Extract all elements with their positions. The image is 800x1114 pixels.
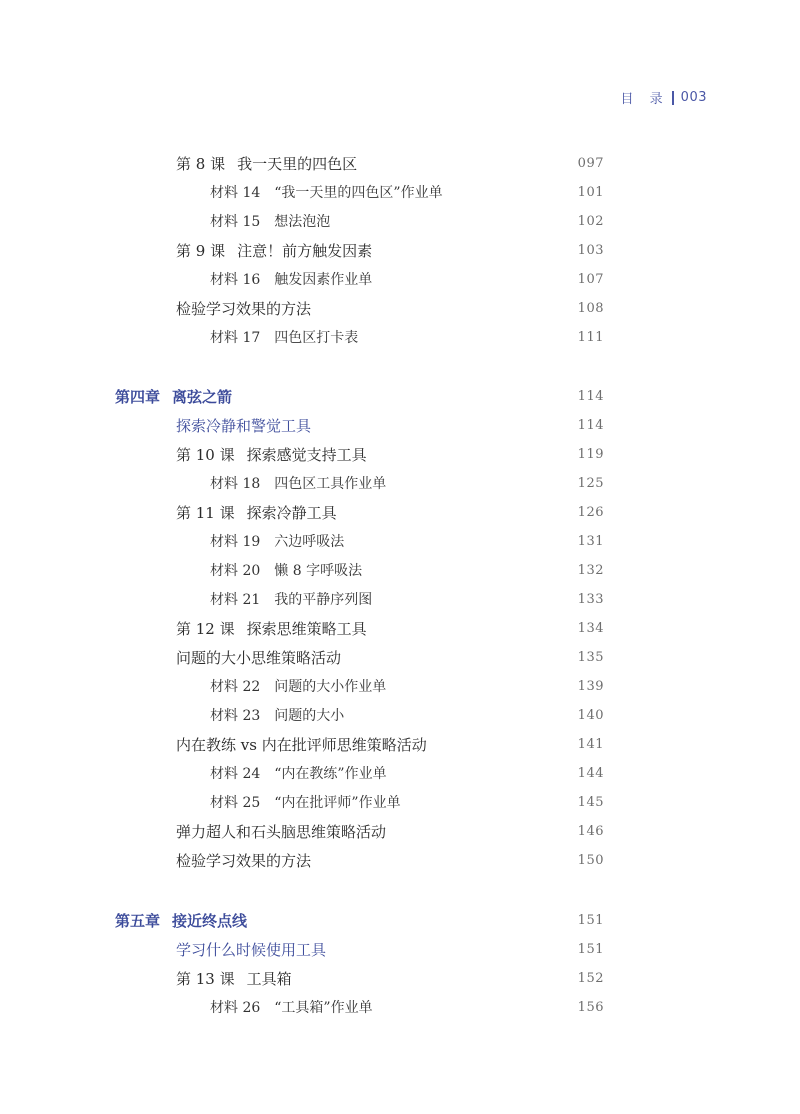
toc-entry-chapter (0, 384, 800, 410)
toc-entry-label (210, 325, 358, 351)
header-title: 目 录 (620, 92, 669, 107)
header-divider (672, 91, 674, 105)
toc-entry-label (176, 238, 372, 264)
toc-entry-page: 125 (577, 476, 604, 491)
toc-entry-page: 108 (577, 301, 604, 316)
toc-entry-number: 材料 20 (210, 563, 261, 579)
toc-entry-page: 111 (577, 330, 604, 345)
toc-entry-label (210, 761, 387, 787)
toc-entry-label (210, 790, 401, 816)
running-header (621, 88, 707, 107)
toc-entry-number: 第 10 课 (176, 446, 235, 464)
toc-entry-lesson (0, 966, 800, 992)
toc-entry-material (0, 471, 800, 497)
toc-entry-number: 第 11 课 (176, 504, 235, 522)
toc-entry-label (210, 267, 372, 293)
toc-entry-title: 我的平静序列图 (274, 592, 373, 608)
toc-entry-title: “我一天里的四色区”作业单 (274, 185, 443, 201)
toc-entry-page: 103 (577, 243, 604, 258)
toc-entry-title: 四色区打卡表 (274, 330, 359, 346)
toc-entry-label (176, 151, 357, 177)
toc-entry-number: 第 9 课 (176, 242, 226, 260)
toc-entry-page: 133 (577, 592, 604, 607)
toc-entry-label (210, 529, 344, 555)
toc-entry-number: 材料 24 (210, 766, 261, 782)
toc-entry-lesson (0, 616, 800, 642)
toc-entry-label (176, 937, 326, 963)
toc-entry-page: 135 (577, 650, 604, 665)
toc-entry-lesson (0, 238, 800, 264)
toc-entry-title: 问题的大小 (274, 708, 345, 724)
toc-entry-number: 第 8 课 (176, 155, 226, 173)
toc-entry-title: 四色区工具作业单 (274, 476, 387, 492)
toc-entry-number: 材料 23 (210, 708, 261, 724)
toc-entry-page: 156 (577, 1000, 604, 1015)
toc-entry-label (210, 995, 373, 1021)
toc-entry-number: 材料 25 (210, 795, 261, 811)
toc-entry-label (115, 908, 247, 934)
toc-entry-number: 第 12 课 (176, 620, 235, 638)
toc-entry-title: 探索冷静和警觉工具 (176, 417, 312, 435)
toc-entry-lesson (0, 151, 800, 177)
toc-entry-label (210, 180, 443, 206)
toc-entry-number: 材料 14 (210, 185, 261, 201)
page-number: 003 (680, 90, 707, 105)
toc-entry-number: 材料 16 (210, 272, 261, 288)
toc-entry-page: 132 (577, 563, 604, 578)
toc-entry-title: 六边呼吸法 (274, 534, 345, 550)
toc-entry-material (0, 674, 800, 700)
toc-entry-material (0, 558, 800, 584)
toc-entry-label (176, 442, 367, 468)
toc-entry-label (176, 819, 386, 845)
toc-entry-label (176, 413, 311, 439)
toc-entry-page: 152 (577, 971, 604, 986)
toc-entry-page: 102 (577, 214, 604, 229)
toc-entry-lesson (0, 500, 800, 526)
toc-entry-number: 第四章 (115, 388, 161, 406)
toc-entry-label (210, 587, 372, 613)
toc-entry-number: 第 13 课 (176, 970, 235, 988)
toc-entry-material (0, 995, 800, 1021)
toc-entry-label (210, 703, 344, 729)
toc-entry-title: 检验学习效果的方法 (176, 852, 312, 870)
toc-entry-title: “工具箱”作业单 (274, 1000, 373, 1016)
toc-entry-page: 134 (577, 621, 604, 636)
toc-entry-label (210, 674, 386, 700)
toc-entry-title: 学习什么时候使用工具 (176, 941, 327, 959)
toc-entry-page: 107 (577, 272, 604, 287)
toc-entry-title: 工具箱 (246, 970, 292, 988)
toc-entry-title: 离弦之箭 (172, 388, 233, 406)
toc-entry-page: 126 (577, 505, 604, 520)
toc-entry-section (0, 413, 800, 439)
toc-entry-title: 触发因素作业单 (274, 272, 373, 288)
toc-entry-material (0, 325, 800, 351)
toc-entry-page: 141 (577, 737, 604, 752)
toc-entry-page: 119 (577, 447, 604, 462)
toc-entry-label (210, 209, 330, 235)
toc-entry-material (0, 180, 800, 206)
toc-entry-page: 114 (577, 418, 604, 433)
toc-entry-title: 探索冷静工具 (246, 504, 337, 522)
toc-entry-label (210, 558, 362, 584)
toc-entry-page: 114 (577, 389, 604, 404)
toc-entry-title: 问题的大小思维策略活动 (176, 649, 342, 667)
toc-entry-title: 内在教练 vs 内在批评师思维策略活动 (176, 736, 427, 754)
toc-entry-label (176, 645, 341, 671)
toc-entry-page: 151 (577, 942, 604, 957)
toc-entry-title: 弹力超人和石头脑思维策略活动 (176, 823, 387, 841)
toc-entry-number: 材料 19 (210, 534, 261, 550)
toc-entry-material (0, 267, 800, 293)
toc-entry-number: 材料 15 (210, 214, 261, 230)
toc-entry-title: “内在批评师”作业单 (274, 795, 401, 811)
toc-entry-page: 097 (577, 156, 604, 171)
toc-entry-page: 150 (577, 853, 604, 868)
toc-entry-number: 材料 26 (210, 1000, 261, 1016)
toc-entry-page: 146 (577, 824, 604, 839)
toc-entry-lesson (0, 645, 800, 671)
toc-entry-lesson (0, 442, 800, 468)
toc-entry-material (0, 587, 800, 613)
toc-entry-page: 131 (577, 534, 604, 549)
toc-entry-page: 101 (577, 185, 604, 200)
toc-entry-number: 材料 17 (210, 330, 261, 346)
toc-entry-lesson (0, 296, 800, 322)
toc-entry-material (0, 529, 800, 555)
toc-entry-title: 我一天里的四色区 (237, 155, 358, 173)
toc-entry-lesson (0, 732, 800, 758)
toc-entry-label (115, 384, 232, 410)
toc-entry-material (0, 761, 800, 787)
toc-entry-label (176, 732, 427, 758)
toc-entry-title: 检验学习效果的方法 (176, 300, 312, 318)
toc-entry-number: 第五章 (115, 912, 161, 930)
toc-entry-label (176, 296, 311, 322)
toc-entry-material (0, 790, 800, 816)
toc-entry-number: 材料 18 (210, 476, 261, 492)
toc-entry-page: 144 (577, 766, 604, 781)
toc-entry-title: 问题的大小作业单 (274, 679, 387, 695)
toc-entry-title: 探索思维策略工具 (246, 620, 367, 638)
toc-entry-material (0, 703, 800, 729)
toc-entry-label (176, 966, 292, 992)
toc-entry-lesson (0, 848, 800, 874)
toc-entry-section (0, 937, 800, 963)
toc-entry-chapter (0, 908, 800, 934)
toc-entry-title: 想法泡泡 (274, 214, 331, 230)
toc-entry-title: 懒 8 字呼吸法 (274, 563, 363, 579)
toc-entry-page: 145 (577, 795, 604, 810)
toc-entry-title: “内在教练”作业单 (274, 766, 387, 782)
toc-entry-page: 139 (577, 679, 604, 694)
toc-entry-label (176, 848, 311, 874)
toc-entry-title: 注意！前方触发因素 (237, 242, 373, 260)
toc-entry-title: 接近终点线 (172, 912, 248, 930)
toc-entry-label (176, 616, 367, 642)
toc-entry-number: 材料 22 (210, 679, 261, 695)
toc-entry-page: 151 (577, 913, 604, 928)
toc-entry-title: 探索感觉支持工具 (246, 446, 367, 464)
toc-entry-lesson (0, 819, 800, 845)
toc-entry-number: 材料 21 (210, 592, 261, 608)
toc-entry-page: 140 (577, 708, 604, 723)
toc-entry-material (0, 209, 800, 235)
toc-entry-label (210, 471, 386, 497)
toc-entry-label (176, 500, 337, 526)
